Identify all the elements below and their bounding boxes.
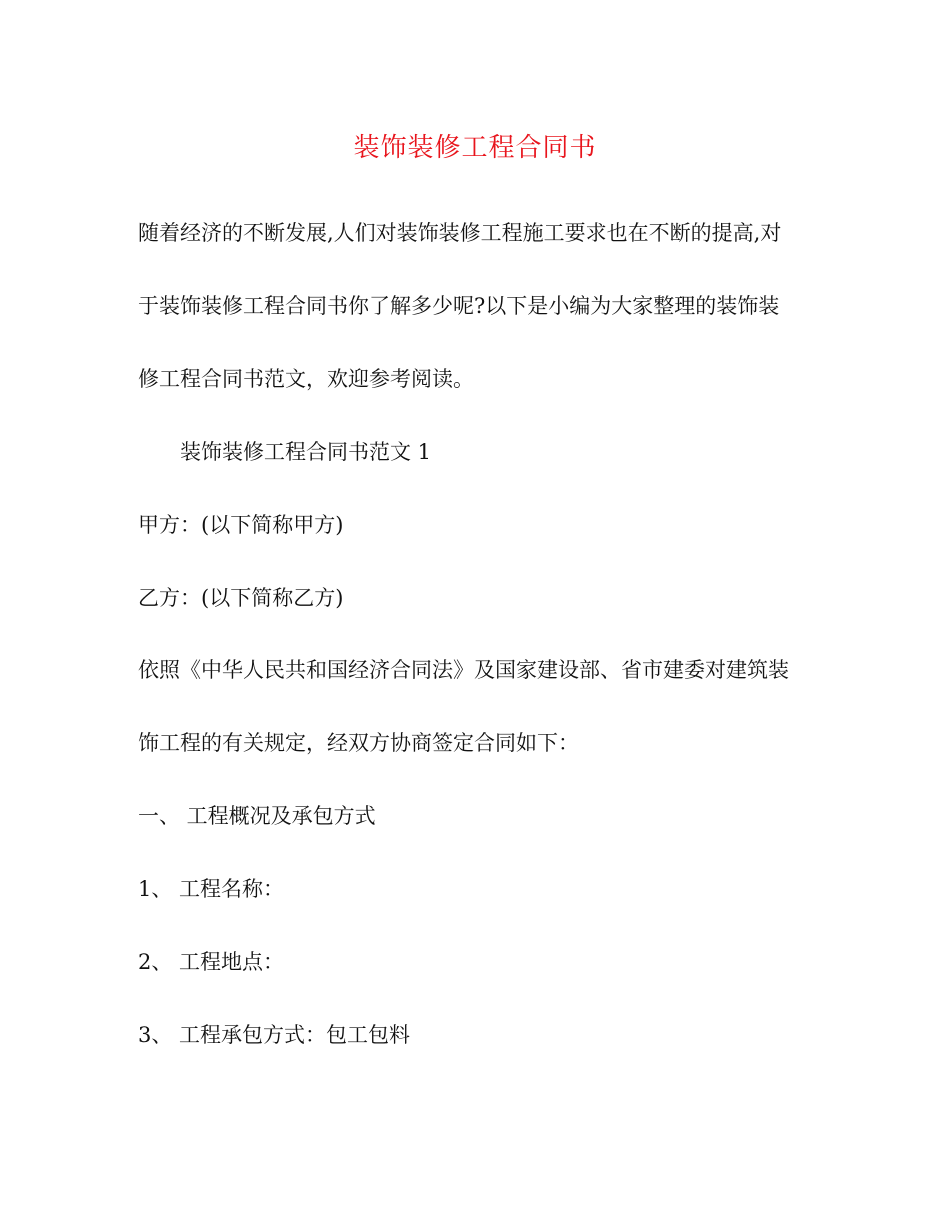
intro-line-3: 修工程合同书范文，欢迎参考阅读。: [138, 367, 474, 391]
intro-line-2: 于装饰装修工程合同书你了解多少呢?以下是小编为大家整理的装饰装: [138, 294, 780, 318]
section-heading: 装饰装修工程合同书范文 1: [180, 440, 432, 464]
basis-line-1: 依照《中华人民共和国经济合同法》及国家建设部、省市建委对建筑装: [138, 658, 789, 682]
clause-item-1: 1、 工程名称：: [138, 877, 285, 901]
intro-line-1: 随着经济的不断发展,人们对装饰装修工程施工要求也在不断的提高,对: [138, 221, 782, 245]
clause-item-3: 3、 工程承包方式：包工包料: [138, 1023, 411, 1047]
party-a: 甲方：(以下简称甲方): [138, 513, 344, 537]
party-b: 乙方：(以下简称乙方): [138, 586, 344, 610]
clause-heading-1: 一、 工程概况及承包方式: [138, 804, 376, 828]
document-title: 装饰装修工程合同书: [353, 133, 597, 163]
clause-item-2: 2、 工程地点：: [138, 950, 285, 974]
basis-line-2: 饰工程的有关规定，经双方协商签定合同如下：: [138, 731, 579, 755]
